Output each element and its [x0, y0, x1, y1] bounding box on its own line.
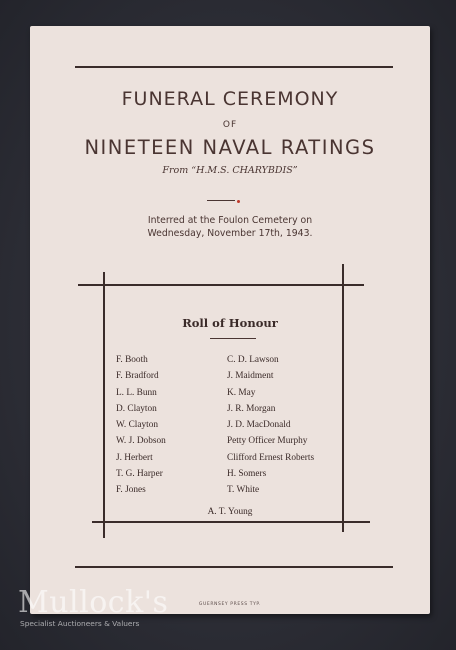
interred-text [30, 214, 430, 240]
name-entry: K. May [227, 387, 256, 398]
name-entry: Petty Officer Murphy [227, 436, 308, 447]
frame-top-bar [78, 284, 364, 286]
roll-divider [210, 338, 256, 339]
bottom-rule [75, 566, 393, 568]
title-line-1: FUNERAL CEREMONY [121, 88, 339, 110]
roll-of-honour-heading: Roll of Honour [182, 316, 278, 330]
ship-line: From “H.M.S. CHARYBDIS” [162, 165, 298, 176]
name-entry: J. D. MacDonald [227, 420, 291, 431]
name-entry: H. Somers [227, 469, 267, 480]
frame-right-bar [342, 264, 344, 532]
name-entry: F. Jones [116, 485, 146, 496]
short-divider [207, 200, 235, 201]
name-entry: F. Booth [116, 355, 148, 365]
top-rule [75, 66, 393, 68]
printer-imprint: GUERNSEY PRESS TYP. [198, 602, 262, 607]
red-mark [237, 200, 240, 203]
name-entry: J. Maidment [227, 371, 274, 382]
name-entry: J. Herbert [116, 452, 153, 463]
name-entry: J. R. Morgan [227, 403, 276, 414]
name-entry: Clifford Ernest Roberts [227, 452, 315, 463]
name-entry: W. J. Dobson [116, 436, 166, 447]
frame-bottom-bar [92, 521, 370, 523]
watermark-tagline: Specialist Auctioneers & Valuers [20, 619, 140, 628]
name-entry: W. Clayton [116, 420, 159, 431]
name-entry: F. Bradford [116, 371, 159, 382]
of-label: OF [222, 120, 238, 130]
name-entry: T. White [227, 485, 260, 496]
watermark-logo: Mullock's [18, 585, 169, 620]
title-line-2: NINETEEN NAVAL RATINGS [84, 136, 376, 159]
funeral-programme-page [30, 26, 430, 614]
names-column-right [227, 352, 314, 499]
names-column-left [116, 352, 166, 499]
name-entry-centered: A. T. Young [207, 507, 253, 517]
name-entry: L. L. Bunn [116, 387, 157, 398]
name-entry: T. G. Harper [116, 469, 163, 480]
name-entry: C. D. Lawson [227, 355, 279, 365]
interred-line-1: Interred at the Foulon Cemetery on [147, 215, 313, 226]
frame-left-bar [103, 272, 105, 538]
name-entry: D. Clayton [116, 403, 157, 414]
interred-line-2: Wednesday, November 17th, 1943. [147, 228, 313, 239]
